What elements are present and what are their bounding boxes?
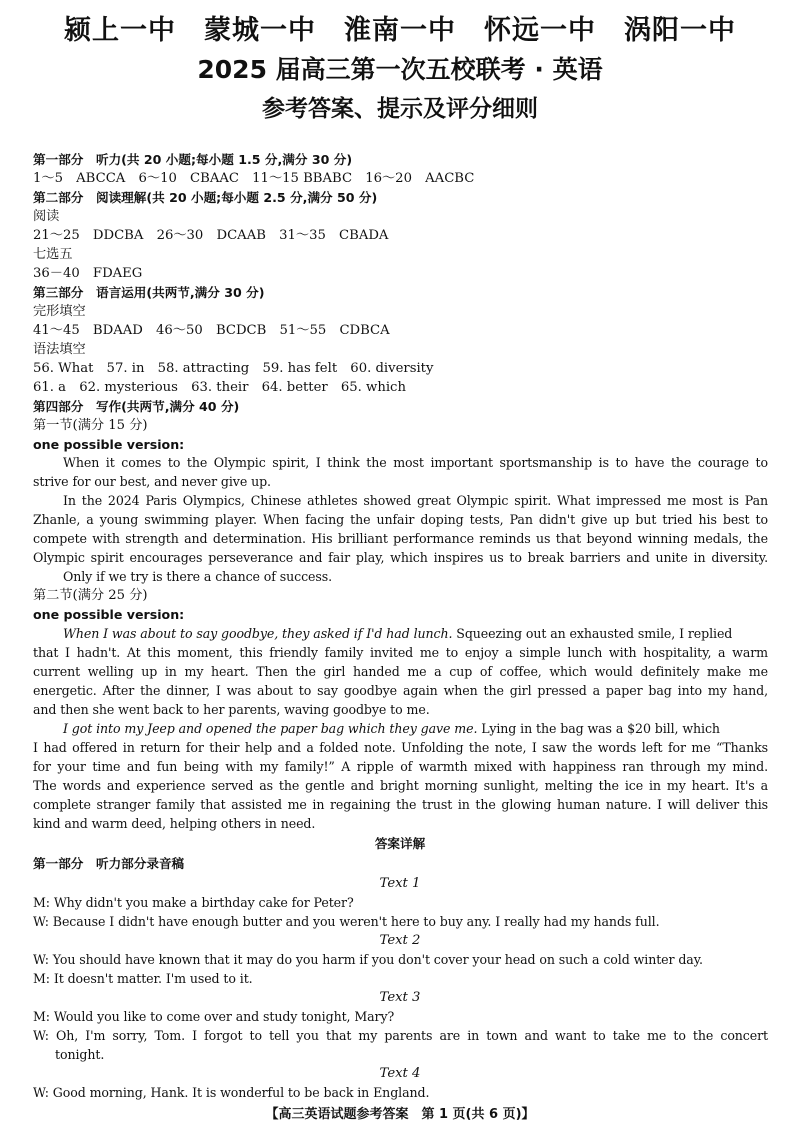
essay2-line xyxy=(33,624,768,643)
essay1-line: In the 2024 Paris Olympics, Chinese athletes showed great Olympic spirit. What impressed me most is Pan xyxy=(63,493,768,508)
dialogue-line: W: Because I didn't have enough butter and you weren't here to buy any. I really had my hands full. xyxy=(33,914,660,929)
section1-label: 第一节(满分 15 分) xyxy=(33,418,148,433)
cloze-label: 完形填空 xyxy=(33,304,86,319)
essay2-line-rest: Lying in the bag was a $20 bill, which xyxy=(477,721,720,736)
possible-version-label-1: one possible version: xyxy=(33,437,185,452)
grammar-answers-line-1: 56. What 57. in 58. attracting 59. has felt 60. diversity xyxy=(33,361,434,376)
essay2-line: energetic. After the dinner, I was about to say goodbye again when the girl pressed a paper bag into my hand, xyxy=(33,683,768,698)
essay2-line: that I hadn't. At this moment, this friendly family invited me to enjoy a simple lunch with hospitality, a warm xyxy=(33,645,768,660)
reading-answers: 21～25 DDCBA 26～30 DCAAB 31～35 CBADA xyxy=(33,228,389,243)
essay2-line: The words and experience served as the gentle and bright morning sunlight, melting the ice in my heart. It's a xyxy=(33,778,768,793)
part1-answers: 1～5 ABCCA 6～10 CBAAC 11～15 BBABC 16～20 AACBC xyxy=(33,171,475,186)
essay2-line-rest: Squeezing out an exhausted smile, I replied xyxy=(452,626,733,641)
part4-heading: 第四部分 写作(共两节,满分 40 分) xyxy=(33,399,240,414)
essay2-line: I had offered in return for their help and a folded note. Unfolding the note, I saw the words left for me “Thanks xyxy=(33,740,768,755)
dialogue-line: M: Why didn't you make a birthday cake for Peter? xyxy=(33,895,354,910)
seven-choose-five-answers: 36－40 FDAEG xyxy=(33,266,143,281)
part2-heading: 第二部分 阅读理解(共 20 小题;每小题 2.5 分,满分 50 分) xyxy=(33,190,378,205)
grammar-answers-line-2: 61. a 62. mysterious 63. their 64. better 65. which xyxy=(33,380,406,395)
essay2-line: complete stranger family that assisted me in regaining the trust in the glowing human nature. I will deliver this xyxy=(33,797,768,812)
essay1-line: When it comes to the Olympic spirit, I think the most important sportsmanship is to have the courage to xyxy=(63,455,768,470)
exam-title: 2025 届高三第一次五校联考 · 英语 xyxy=(197,55,603,84)
essay1-line: Only if we try is there a chance of success. xyxy=(63,569,333,584)
page-subtitle: 参考答案、提示及评分细则 xyxy=(262,96,538,122)
answer-details-heading: 答案详解 xyxy=(374,836,426,851)
essay2-given-opening-1: When I was about to say goodbye, they asked if I'd had lunch. xyxy=(63,626,453,641)
dialogue-line: M: It doesn't matter. I'm used to it. xyxy=(33,971,253,986)
part3-heading: 第三部分 语言运用(共两节,满分 30 分) xyxy=(33,285,265,300)
cloze-answers: 41～45 BDAAD 46～50 BCDCB 51～55 CDBCA xyxy=(33,323,390,338)
text-label: Text 2 xyxy=(379,933,421,948)
page-footer: 【高三英语试题参考答案 第 1 页(共 6 页)】 xyxy=(265,1107,535,1122)
text-label: Text 1 xyxy=(379,876,421,891)
section2-label: 第二节(满分 25 分) xyxy=(33,588,148,603)
dialogue-line: tonight. xyxy=(55,1047,105,1062)
essay1-line: Zhanle, a young swimming player. When facing the unfair doping tests, Pan didn't give up but tried his best to xyxy=(33,512,768,527)
part1-heading: 第一部分 听力(共 20 小题;每小题 1.5 分,满分 30 分) xyxy=(33,152,353,167)
essay2-line: for your time and fun being with my family!” A ripple of warmth mixed with happiness ran through my mind. xyxy=(33,759,768,774)
dialogue-line: W: Oh, I'm sorry, Tom. I forgot to tell you that my parents are in town and want to take me to the concert xyxy=(33,1028,768,1043)
reading-label: 阅读 xyxy=(33,209,60,224)
text-label: Text 3 xyxy=(379,990,421,1005)
possible-version-label-2: one possible version: xyxy=(33,607,185,622)
listening-script-heading: 第一部分 听力部分录音稿 xyxy=(33,856,185,871)
essay2-line: kind and warm deed, helping others in need. xyxy=(33,816,316,831)
essay2-given-opening-2: I got into my Jeep and opened the paper bag which they gave me. xyxy=(63,721,478,736)
essay2-line xyxy=(33,719,768,738)
school-names: 颍上一中 蒙城一中 淮南一中 怀远一中 涡阳一中 xyxy=(64,15,736,46)
dialogue-line: W: You should have known that it may do you harm if you don't cover your head on such a cold winter day. xyxy=(33,952,703,967)
essay2-line: current welling up in my heart. Then the girl handed me a cup of coffee, which would definitely make me xyxy=(33,664,768,679)
grammar-fill-label: 语法填空 xyxy=(33,342,86,357)
essay1-line: compete with strength and determination. His brilliant performance reminds us that beyond winning medals, the xyxy=(33,531,768,546)
text-label: Text 4 xyxy=(379,1066,421,1081)
essay2-line: and then she went back to her parents, waving goodbye to me. xyxy=(33,702,430,717)
essay1-line: Olympic spirit encourages perseverance and fair play, which inspires us to break barriers and unite in diversity. xyxy=(33,550,768,565)
dialogue-line: W: Good morning, Hank. It is wonderful to be back in England. xyxy=(33,1085,430,1100)
essay1-line: strive for our best, and never give up. xyxy=(33,474,271,489)
seven-choose-five-label: 七选五 xyxy=(33,247,73,262)
dialogue-line: M: Would you like to come over and study tonight, Mary? xyxy=(33,1009,395,1024)
